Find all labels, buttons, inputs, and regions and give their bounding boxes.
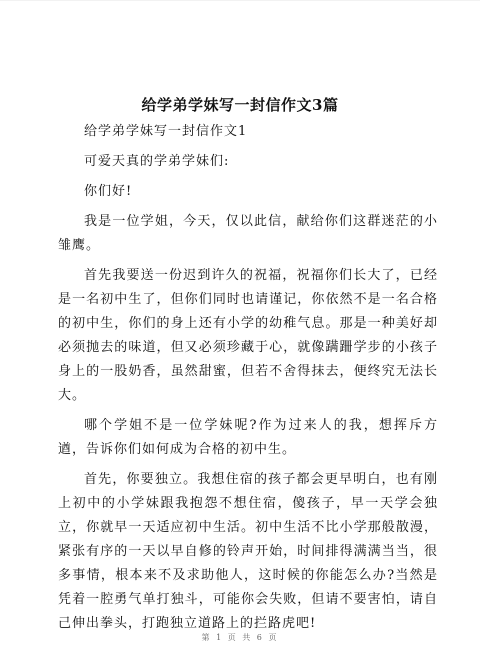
salutation: 可爱天真的学弟学妹们: xyxy=(84,154,230,169)
paragraph-independence: 首先，你要独立。我想住宿的孩子都会更早明白，也有刚上初中的小学妹跟我抱怨不想住宿，傻孩子，早一天学会独立，你就早一天适应初中生活。初中生活不比小学那般散漫，紧张有序的一天以早自修的铃声开始，时间排得满满当当，很多事情，根本来不及求助他人，这时候的你能怎么办?当然是凭着一腔勇气单打独斗，可能你会失败，但请不要害怕，请自己伸出拳头，打跑独立道路上的拦路虎吧! xyxy=(58,472,438,631)
page-top-edge xyxy=(0,0,480,1)
paragraph-intro: 我是一位学姐，今天，仅以此信，献给你们这群迷茫的小雏鹰。 xyxy=(58,214,438,253)
paragraph-blessing: 首先我要送一份迟到许久的祝福，祝福你们长大了，已经是一名初中生了，但你们同时也请谨记，你依然不是一名合格的初中生，你们的身上还有小学的幼稚气息。那是一种美好却必须抛去的味道，但又必须珍藏于心，就像蹒跚学步的小孩子身上的一股奶香，虽然甜蜜，但若不舍得抹去，便终究无法长大。 xyxy=(58,268,438,403)
essay-heading: 给学弟学妹写一封信作文1 xyxy=(84,124,248,139)
paragraph-question: 哪个学姐不是一位学妹呢?作为过来人的我，想挥斥方遒，告诉你们如何成为合格的初中生。 xyxy=(58,418,438,457)
document-title: 给学弟学妹写一封信作文3篇 xyxy=(141,96,339,114)
greeting: 你们好! xyxy=(84,184,133,199)
page-footer: 第 1 页 共 6 页 xyxy=(201,633,279,642)
document-body xyxy=(58,120,438,642)
